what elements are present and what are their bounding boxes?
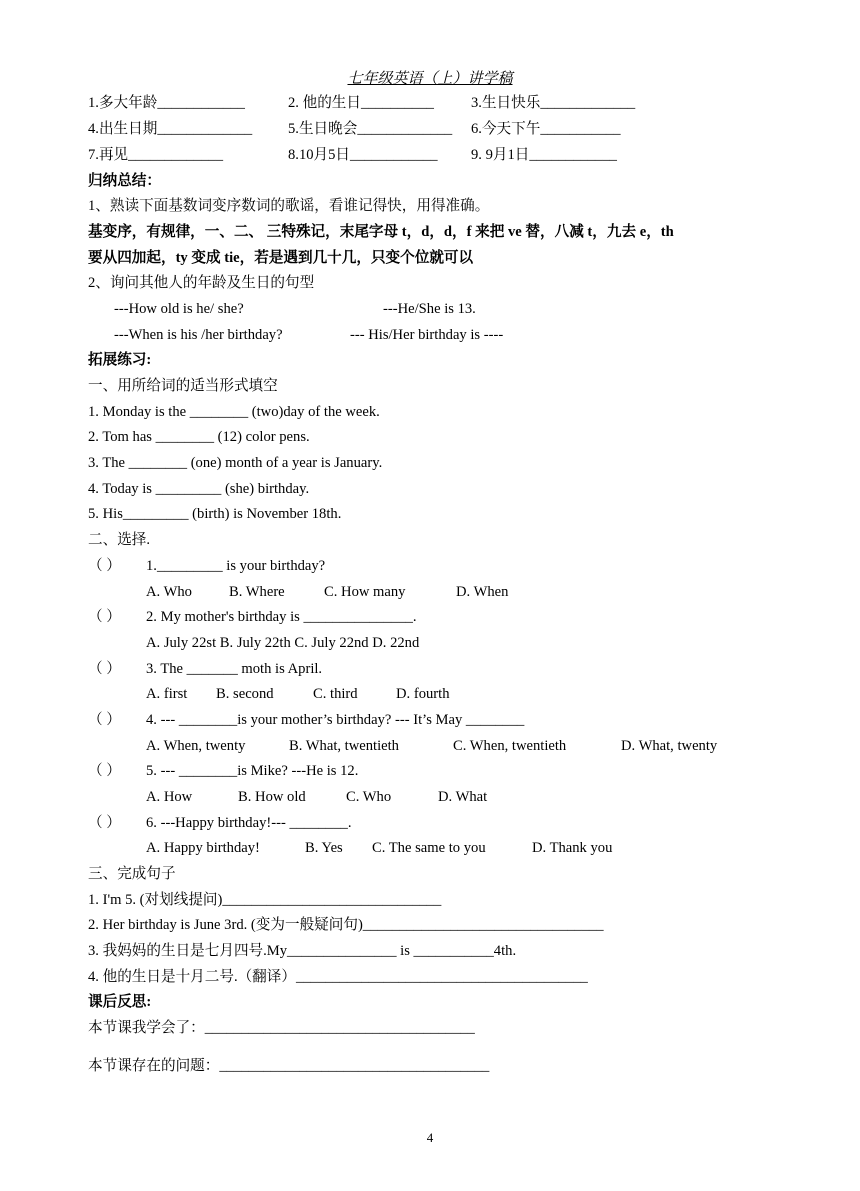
page-number: 4: [426, 1130, 434, 1145]
fill-blank-item: 5. His_________ (birth) is November 18th.: [88, 506, 342, 522]
mc-option: C. How many: [324, 584, 406, 600]
mc-option: B. How old: [238, 789, 306, 805]
pattern-question: ---How old is he/ she?: [114, 301, 244, 317]
fill-blank-item: 4. Today is _________ (she) birthday.: [88, 481, 310, 497]
mc-option: A. Happy birthday!: [146, 840, 260, 856]
vocab-item: 7.再见_____________: [88, 147, 223, 163]
mc-option: D. What: [438, 789, 488, 805]
mc-option: B. Where: [229, 584, 285, 600]
fill-blank-item: 1. Monday is the ________ (two)day of the week.: [88, 404, 380, 420]
reflection-learned: 本节课我学会了：_____________________________________: [88, 1020, 475, 1036]
ordinal-rhyme-line-2: 要从四加起，ty 变成 tie，若是遇到几十几，只变个位就可以: [88, 250, 474, 266]
mc-question: 1._________ is your birthday?: [146, 558, 326, 574]
mc-option: A. When, twenty: [146, 738, 246, 754]
answer-bracket: （ ）: [88, 609, 121, 625]
answer-bracket: （ ）: [88, 661, 121, 677]
mc-option: C. Who: [346, 789, 392, 805]
summary-point-2: 2、询问其他人的年龄及生日的句型: [88, 275, 315, 291]
fill-blank-item: 3. The ________ (one) month of a year is January.: [88, 455, 383, 471]
sentence-item: 4. 他的生日是十月二号.（翻译）________________________________________: [88, 969, 588, 985]
mc-option: B. second: [216, 686, 274, 702]
sentence-item: 3. 我妈妈的生日是七月四号.My_______________ is ___________4th.: [88, 943, 517, 959]
answer-bracket: （ ）: [88, 815, 121, 831]
pattern-answer: ---He/She is 13.: [383, 301, 476, 317]
part1-heading: 一、用所给词的适当形式填空: [88, 378, 278, 394]
mc-option: C. When, twentieth: [453, 738, 567, 754]
mc-option: D. Thank you: [532, 840, 613, 856]
sentence-item: 2. Her birthday is June 3rd. (变为一般疑问句)_________________________________: [88, 917, 604, 933]
vocab-item: 4.出生日期_____________: [88, 121, 253, 137]
mc-option: C. third: [313, 686, 358, 702]
vocab-item: 8.10月5日____________: [288, 147, 438, 163]
mc-option: D. fourth: [396, 686, 450, 702]
answer-bracket: （ ）: [88, 712, 121, 728]
mc-question: 6. ---Happy birthday!--- ________.: [146, 815, 352, 831]
vocab-item: 2. 他的生日__________: [288, 95, 434, 111]
summary-point-1: 1、熟读下面基数词变序数词的歌谣，看谁记得快，用得准确。: [88, 198, 490, 214]
mc-option: A. first: [146, 686, 188, 702]
vocab-item: 6.今天下午___________: [471, 121, 621, 137]
vocab-item: 3.生日快乐_____________: [471, 95, 636, 111]
mc-option: B. Yes: [305, 840, 343, 856]
part3-heading: 三、完成句子: [88, 866, 176, 882]
reflection-problems: 本节课存在的问题：_____________________________________: [88, 1058, 490, 1074]
mc-question: 5. --- ________is Mike? ---He is 12.: [146, 763, 359, 779]
answer-bracket: （ ）: [88, 763, 121, 779]
pattern-question: ---When is his /her birthday?: [114, 327, 283, 343]
mc-option: C. The same to you: [372, 840, 486, 856]
mc-option: D. When: [456, 584, 509, 600]
vocab-item: 5.生日晚会_____________: [288, 121, 453, 137]
vocab-item: 9. 9月1日____________: [471, 147, 617, 163]
vocab-item: 1.多大年龄____________: [88, 95, 245, 111]
page-title: 七年级英语（上）讲学稿: [347, 71, 513, 87]
reflection-heading: 课后反思:: [88, 994, 152, 1010]
pattern-answer: --- His/Her birthday is ----: [350, 327, 504, 343]
summary-heading: 归纳总结：: [88, 173, 161, 189]
mc-question: 3. The _______ moth is April.: [146, 661, 323, 677]
sentence-item: 1. I'm 5. (对划线提问)______________________________: [88, 892, 442, 908]
fill-blank-item: 2. Tom has ________ (12) color pens.: [88, 429, 310, 445]
part2-heading: 二、选择.: [88, 532, 151, 548]
mc-option: A. July 22st B. July 22th C. July 22nd D. 22nd: [146, 635, 420, 651]
mc-option: B. What, twentieth: [289, 738, 399, 754]
extension-heading: 拓展练习:: [88, 352, 152, 368]
mc-question: 2. My mother's birthday is _______________.: [146, 609, 417, 625]
ordinal-rhyme-line-1: 基变序，有规律，一、二、 三特殊记，末尾字母 t，d，d，f 来把 ve 替，八减 t，九去 e，th: [88, 224, 674, 240]
mc-question: 4. --- ________is your mother’s birthday? --- It’s May ________: [146, 712, 525, 728]
mc-option: A. Who: [146, 584, 192, 600]
mc-option: A. How: [146, 789, 193, 805]
answer-bracket: （ ）: [88, 558, 121, 574]
mc-option: D. What, twenty: [621, 738, 718, 754]
